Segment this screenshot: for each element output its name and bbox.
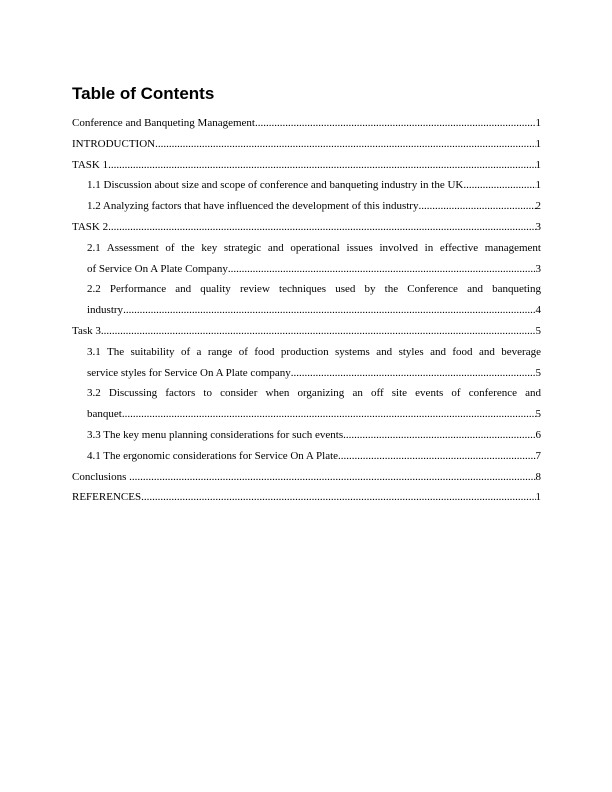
toc-entry-page: 1 xyxy=(535,158,541,171)
toc-entry[interactable] xyxy=(72,425,541,446)
toc-entry[interactable] xyxy=(72,134,541,155)
dot-leader xyxy=(418,196,535,217)
toc-entry-title-line1: 2.2 Performance and quality review techniques used by the Conference and banqueting xyxy=(87,283,541,296)
toc-entry[interactable] xyxy=(72,238,541,280)
toc-entry[interactable] xyxy=(72,196,541,217)
dot-leader xyxy=(155,134,535,155)
dot-leader xyxy=(101,321,536,342)
toc-entry[interactable] xyxy=(72,467,541,488)
toc-entry-title: 1.2 Analyzing factors that have influenced the development of this industry xyxy=(87,200,419,213)
toc-entry-title: Task 3 xyxy=(72,324,101,337)
document-page xyxy=(72,84,541,508)
toc-entry-title: Conference and Banqueting Management xyxy=(72,117,255,129)
dot-leader xyxy=(343,425,535,446)
toc-entry-page: 4 xyxy=(535,304,541,317)
dot-leader xyxy=(141,487,535,508)
toc-entry-page: 3 xyxy=(535,262,541,275)
toc-entry-title: 3.3 The key menu planning considerations for such events xyxy=(87,428,344,441)
toc-entry[interactable] xyxy=(72,446,541,467)
toc-entry-page: 5 xyxy=(535,324,541,337)
toc-entry-title-line1: 3.2 Discussing factors to consider when organizing an off site events of conference and xyxy=(87,387,541,400)
toc-entry-title-line2: industry xyxy=(87,304,124,317)
toc-entry-page: 1 xyxy=(535,179,541,192)
dot-leader xyxy=(291,363,536,384)
toc-entry[interactable] xyxy=(72,155,541,176)
toc-entry-page: 3 xyxy=(535,220,541,233)
toc-entry-page: 7 xyxy=(535,449,541,462)
toc-list xyxy=(72,113,541,508)
dot-leader xyxy=(463,175,535,196)
toc-entry-title-line1: 2.1 Assessment of the key strategic and operational issues involved in effective management xyxy=(87,241,541,254)
toc-entry-page: 2 xyxy=(535,200,541,213)
toc-entry-title-line2: service styles for Service On A Plate company xyxy=(87,366,291,379)
toc-entry[interactable] xyxy=(72,487,541,508)
toc-entry-title: REFERENCES xyxy=(72,491,142,504)
toc-entry-page: 1 xyxy=(535,491,541,504)
toc-entry-page: 8 xyxy=(535,470,541,483)
toc-entry[interactable] xyxy=(72,383,541,425)
dot-leader xyxy=(108,155,535,176)
toc-entry[interactable] xyxy=(72,175,541,196)
toc-entry-title: TASK 2 xyxy=(72,220,109,233)
toc-entry[interactable] xyxy=(72,321,541,342)
toc-entry-title-line1: 3.1 The suitability of a range of food production systems and styles and food and beverage xyxy=(87,345,541,358)
toc-entry[interactable] xyxy=(72,113,541,134)
toc-entry[interactable] xyxy=(72,279,541,321)
toc-entry-page: 1 xyxy=(535,117,541,129)
toc-entry-page: 1 xyxy=(535,137,541,150)
toc-title: Table of Contents xyxy=(72,84,215,103)
dot-leader xyxy=(228,259,536,280)
toc-entry-title: INTRODUCTION xyxy=(72,137,156,150)
toc-entry-title: 1.1 Discussion about size and scope of conference and banqueting industry in the UK xyxy=(87,179,464,192)
dot-leader xyxy=(129,467,535,488)
dot-leader xyxy=(123,300,535,321)
toc-entry-page: 5 xyxy=(535,366,541,379)
toc-entry-page: 6 xyxy=(535,428,541,441)
toc-entry-title: TASK 1 xyxy=(72,158,109,171)
toc-entry[interactable] xyxy=(72,217,541,238)
dot-leader xyxy=(255,113,536,134)
dot-leader xyxy=(122,404,536,425)
toc-entry[interactable] xyxy=(72,342,541,384)
dot-leader xyxy=(108,217,535,238)
toc-entry-title-line2: of Service On A Plate Company xyxy=(87,262,228,275)
toc-entry-title: 4.1 The ergonomic considerations for Service On A Plate xyxy=(87,449,339,462)
dot-leader xyxy=(338,446,535,467)
toc-entry-page: 5 xyxy=(535,408,541,421)
toc-entry-title: Conclusions xyxy=(72,470,130,483)
toc-entry-title-line2: banquet xyxy=(87,408,122,421)
